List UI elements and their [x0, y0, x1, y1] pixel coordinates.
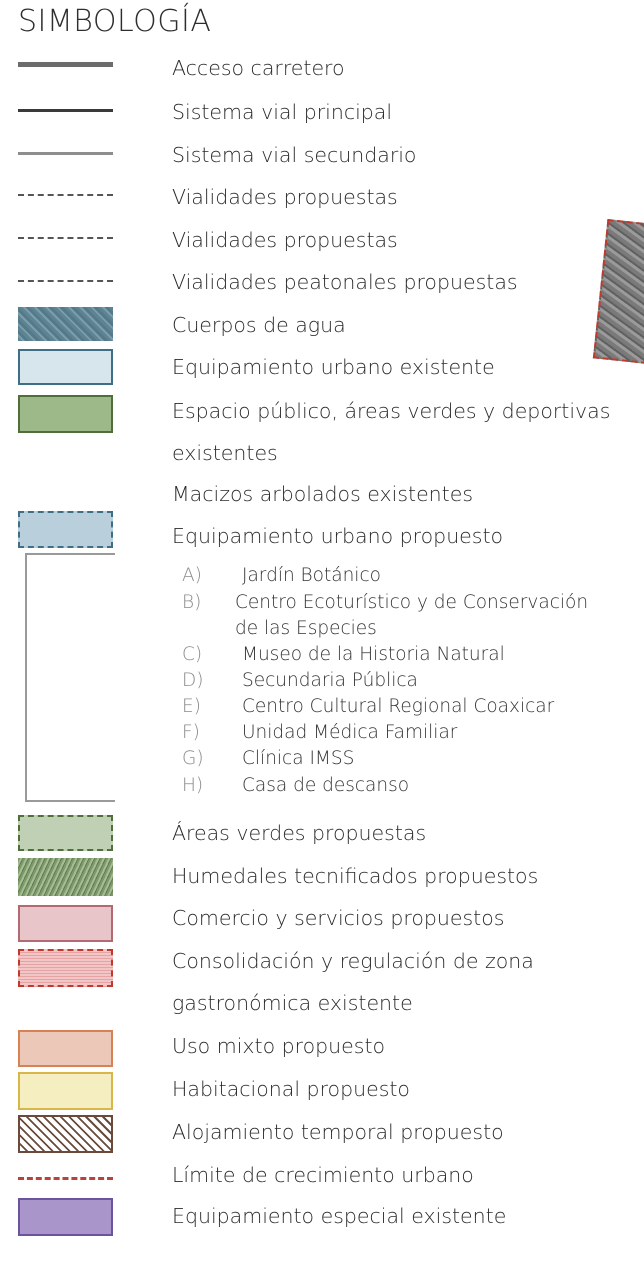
legend-item-proposed-roads-2: [0, 220, 644, 260]
wetlands-swatch: [18, 858, 113, 896]
legend-label: Áreas verdes propuestas: [172, 821, 427, 845]
legend-item-commerce: [0, 898, 644, 938]
sublist-name: Centro Ecoturístico y de Conservación: [235, 592, 589, 613]
legend-label: Acceso carretero: [172, 56, 345, 80]
legend-item-gastronomic: [0, 941, 644, 1021]
sublist-letter: E): [182, 696, 201, 717]
sublist-item: [0, 696, 644, 722]
legend-label: Vialidades propuestas: [172, 185, 398, 209]
sublist-letter: G): [182, 748, 204, 769]
legend-item-pedestrian-roads: [0, 262, 644, 302]
legend-item-urban-equipment-proposed: [0, 510, 644, 550]
sublist-item: [0, 592, 644, 618]
sublist-letter: A): [182, 565, 202, 586]
legend-item-main-road: [0, 92, 644, 132]
sublist-name: Centro Cultural Regional Coaxicar: [242, 696, 555, 717]
legend-label: Sistema vial principal: [172, 100, 393, 124]
gastronomic-swatch: [18, 949, 113, 987]
sublist-name: Museo de la Historia Natural: [242, 644, 505, 665]
legend-label: Consolidación y regulación de zona: [172, 949, 534, 973]
sublist-letter: B): [182, 592, 202, 613]
legend-label: Cuerpos de agua: [172, 313, 346, 337]
legend-label: Humedales tecnificados propuestos: [172, 864, 539, 888]
legend-item-special-equipment: [0, 1198, 644, 1238]
public-space-swatch: [18, 395, 113, 433]
sublist-name-continued: de las Especies: [235, 618, 377, 639]
dashdot-line-symbol: [18, 237, 113, 239]
legend-item-proposed-roads: [0, 177, 644, 217]
special-equipment-swatch: [18, 1198, 113, 1236]
urban-equipment-swatch: [18, 349, 113, 385]
legend-label: Vialidades propuestas: [172, 228, 398, 252]
road-access-line-symbol: [18, 62, 113, 67]
sublist-item: [0, 644, 644, 670]
sublist-letter: C): [182, 644, 203, 665]
legend-label: Comercio y servicios propuestos: [172, 906, 505, 930]
legend-title: SIMBOLOGÍA: [18, 4, 212, 39]
sublist-name: Secundaria Pública: [242, 670, 418, 691]
secondary-road-line-symbol: [18, 152, 113, 155]
sublist-name: Casa de descanso: [242, 775, 410, 796]
legend-item-road-access: [0, 50, 644, 90]
sublist-item-cont: [0, 618, 644, 644]
commerce-swatch: [18, 905, 113, 942]
legend-label: Uso mixto propuesto: [172, 1034, 386, 1058]
legend-item-wetlands: [0, 855, 644, 895]
main-road-line-symbol: [18, 109, 113, 112]
legend-item-mixed-use: [0, 1026, 644, 1066]
legend-label-continued: existentes: [172, 441, 278, 465]
mixed-use-swatch: [18, 1030, 113, 1067]
dashed-line-symbol: [18, 280, 113, 282]
sublist-name: Jardín Botánico: [242, 565, 381, 586]
legend-label: Equipamiento urbano propuesto: [172, 524, 504, 548]
sublist-item: [0, 775, 644, 801]
legend-item-urban-equipment: [0, 348, 644, 388]
legend-label: Equipamiento especial existente: [172, 1204, 507, 1228]
legend-item-green-proposed: [0, 812, 644, 852]
sublist-name: Unidad Médica Familiar: [242, 722, 458, 743]
legend-label: Vialidades peatonales propuestas: [172, 270, 518, 294]
legend-label: Equipamiento urbano existente: [172, 355, 495, 379]
dashdot-line-symbol: [18, 194, 113, 196]
urban-limit-line-symbol: [18, 1177, 113, 1180]
legend-label: Alojamiento temporal propuesto: [172, 1120, 504, 1144]
legend-label: Sistema vial secundario: [172, 143, 417, 167]
temp-lodging-swatch: [18, 1115, 113, 1153]
legend-label-continued: gastronómica existente: [172, 991, 413, 1015]
sublist-letter: F): [182, 722, 200, 743]
legend-item-public-space: [0, 393, 644, 473]
legend-label: Límite de crecimiento urbano: [172, 1163, 474, 1187]
sublist-letter: D): [182, 670, 204, 691]
legend-label: Espacio público, áreas verdes y deportivas: [172, 399, 611, 423]
sublist-item: [0, 670, 644, 696]
legend-item-secondary-road: [0, 135, 644, 175]
proposed-equipment-swatch: [18, 511, 113, 548]
legend-item-water: [0, 305, 644, 345]
legend-item-housing: [0, 1069, 644, 1109]
sublist-item: [0, 722, 644, 748]
sublist-item: [0, 748, 644, 774]
legend-label: Macizos arbolados existentes: [172, 482, 474, 506]
sublist-name: Clínica IMSS: [242, 748, 355, 769]
green-proposed-swatch: [18, 815, 113, 851]
water-swatch: [18, 307, 113, 341]
legend-label: Habitacional propuesto: [172, 1077, 410, 1101]
legend-item-temp-lodging: [0, 1112, 644, 1152]
legend-item-urban-limit: [0, 1157, 644, 1197]
housing-swatch: [18, 1072, 113, 1110]
sublist-item: [0, 565, 644, 591]
sublist-letter: H): [182, 775, 204, 796]
